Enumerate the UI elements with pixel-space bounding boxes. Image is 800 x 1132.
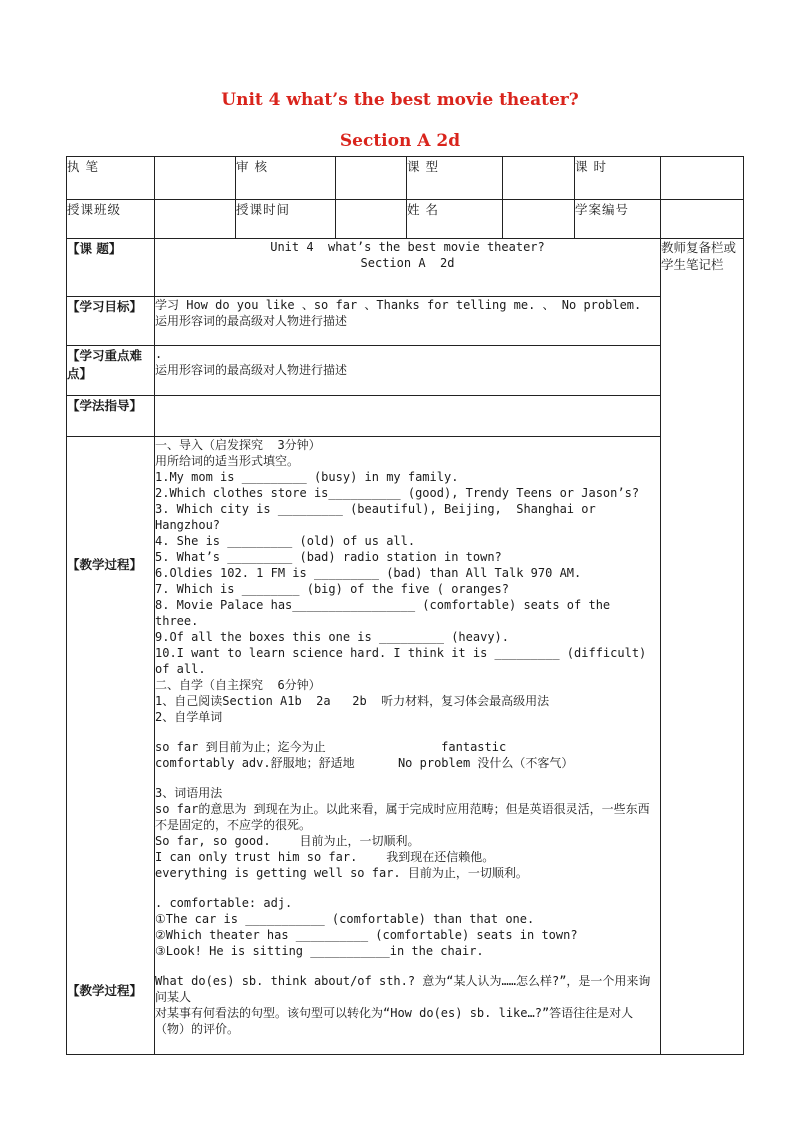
process-line: 1、自己阅读Section A1b 2a 2b 听力材料，复习体会最高级用法 — [155, 693, 550, 708]
header-time-value[interactable] — [336, 200, 407, 239]
process-line: 一、导入（启发探究 3分钟） — [155, 437, 321, 452]
goals-line-2: 运用形容词的最高级对人物进行描述 — [155, 313, 348, 328]
focus-content — [155, 346, 661, 395]
header-review-value[interactable] — [336, 157, 407, 200]
process-line: 对某事有何看法的句型。该句型可以转化为“How do(es) sb. like…?”答语往往是对人（物）的评价。 — [155, 1005, 634, 1036]
header-row-2 — [67, 200, 744, 239]
process-spacer — [155, 771, 660, 785]
process-line: So far, so good. 目前为止，一切顺利。 — [155, 833, 420, 848]
process-line: 3、词语用法 — [155, 785, 223, 800]
header-class-label: 授课班级 — [67, 200, 155, 239]
topic-row — [67, 239, 744, 297]
header-writer-value[interactable] — [155, 157, 236, 200]
process-line: 5. What’s _________ (bad) radio station in town? — [155, 549, 502, 564]
header-type-value[interactable] — [503, 157, 575, 200]
process-line: 2.Which clothes store is__________ (good), Trendy Teens or Jason’s? — [155, 485, 640, 500]
process-line: 10.I want to learn science hard. I think it is _________ (difficult) of all. — [155, 645, 654, 676]
goals-content — [155, 296, 661, 345]
process-line: 8. Movie Palace has_________________ (comfortable) seats of the three. — [155, 597, 618, 628]
header-period-label: 课 时 — [575, 157, 661, 200]
process-line: . comfortable: adj. — [155, 895, 293, 910]
header-plan-no-label: 学案编号 — [575, 200, 661, 239]
header-class-value[interactable] — [155, 200, 236, 239]
process-line: What do(es) sb. think about/of sth.? 意为“某人认为……怎么样?”，是一个用来询问某人 — [155, 973, 651, 1004]
topic-label: 【课 题】 — [67, 239, 155, 297]
document-title: Unit 4 what’s the best movie theater? — [221, 90, 579, 110]
method-content[interactable] — [155, 395, 661, 436]
process-spacer — [155, 959, 660, 973]
topic-line-2: Section A 2d — [360, 256, 455, 271]
process-line: ②Which theater has __________ (comfortable) seats in town? — [155, 927, 578, 942]
process-spacer — [155, 881, 660, 895]
process-spacer — [155, 725, 660, 739]
process-line: 7. Which is ________ (big) of the five ( oranges? — [155, 581, 510, 596]
process-line: everything is getting well so far. 目前为止，一切顺利。 — [155, 865, 528, 880]
process-line: I can only trust him so far. 我到现在还信赖他。 — [155, 849, 495, 864]
process-label-cell — [67, 436, 155, 1054]
header-type-label: 课 型 — [407, 157, 503, 200]
goals-line-1: 学习 How do you like 、so far 、Thanks for telling me. 、 No problem. — [155, 297, 642, 312]
method-label: 【学法指导】 — [67, 395, 155, 436]
process-line: 用所给词的适当形式填空。 — [155, 453, 300, 468]
process-line: comfortably adv.舒服地；舒适地 No problem 没什么（不客气） — [155, 755, 574, 770]
process-line: 1.My mom is _________ (busy) in my family. — [155, 469, 459, 484]
process-row — [67, 436, 744, 1054]
process-line: 6.Oldies 102. 1 FM is _________ (bad) than All Talk 970 AM. — [155, 565, 582, 580]
process-line: so far 到目前为止；迄今为止 fantastic — [155, 739, 507, 754]
process-label-1: 【教学过程】 — [67, 556, 143, 572]
notes-column — [661, 239, 744, 1055]
focus-label: 【学习重点难点】 — [67, 346, 155, 395]
header-time-label: 授课时间 — [236, 200, 336, 239]
header-review-label: 审 核 — [236, 157, 336, 200]
process-line: 二、自学（自主探究 6分钟） — [155, 677, 321, 692]
focus-line-1: . — [155, 347, 163, 362]
header-row-1 — [67, 157, 744, 200]
process-label-2: 【教学过程】 — [67, 982, 143, 998]
section-subtitle: Section A 2d — [339, 131, 461, 151]
process-line: so far的意思为 到现在为止。以此来看，属于完成时应用范畴；但是英语很灵活，一些东西不是固定的，不应学的很死。 — [155, 801, 650, 832]
process-line: 9.Of all the boxes this one is _________ (heavy). — [155, 629, 510, 644]
notes-column-label: 教师复备栏或学生笔记栏 — [661, 240, 737, 273]
process-line: 4. She is _________ (old) of us all. — [155, 533, 416, 548]
goals-label: 【学习目标】 — [67, 296, 155, 345]
process-content — [155, 436, 661, 1054]
topic-content — [155, 239, 661, 297]
header-period-value[interactable] — [661, 157, 744, 200]
process-line: ①The car is ___________ (comfortable) than that one. — [155, 911, 535, 926]
header-name-label: 姓 名 — [407, 200, 503, 239]
goals-row — [67, 296, 744, 345]
process-lines — [155, 437, 660, 1037]
lesson-plan-table — [66, 156, 744, 1055]
focus-line-2: 运用形容词的最高级对人物进行描述 — [155, 363, 348, 378]
header-name-value[interactable] — [503, 200, 575, 239]
focus-row — [67, 346, 744, 395]
process-line: 2、自学单词 — [155, 709, 223, 724]
process-line: 3. Which city is _________ (beautiful), Beijing, Shanghai or Hangzhou? — [155, 501, 603, 532]
header-writer-label: 执 笔 — [67, 157, 155, 200]
method-row — [67, 395, 744, 436]
process-line: ③Look! He is sitting ___________in the chair. — [155, 943, 484, 958]
topic-line-1: Unit 4 what’s the best movie theater? — [270, 240, 545, 255]
header-plan-no-value[interactable] — [661, 200, 744, 239]
